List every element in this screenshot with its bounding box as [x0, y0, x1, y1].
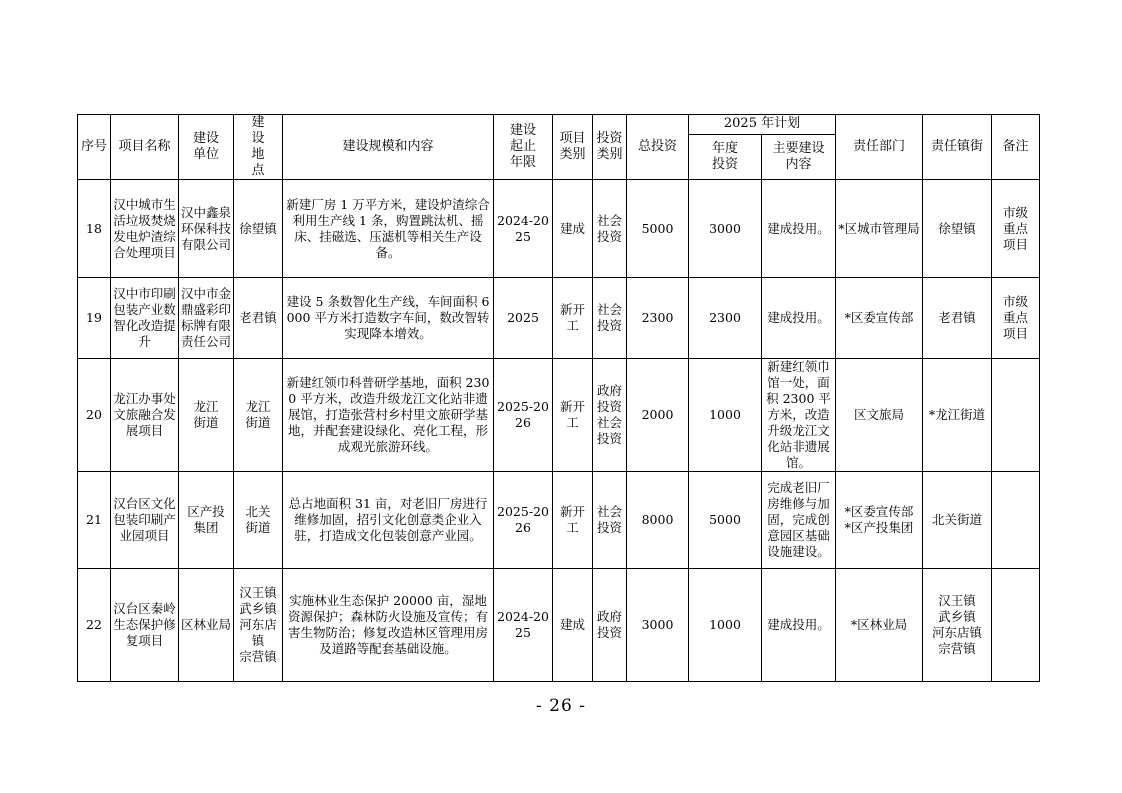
cell-seq: 18 — [78, 180, 111, 278]
cell-total: 3000 — [627, 569, 689, 682]
cell-period: 2025-2026 — [494, 359, 553, 472]
cell-main-content: 建成投用。 — [762, 569, 836, 682]
cell-period: 2025 — [494, 278, 553, 359]
cell-note — [992, 359, 1040, 472]
cell-main-content: 完成老旧厂房维修与加固，完成创意园区基础设施建设。 — [762, 472, 836, 569]
cell-town: *龙江街道 — [923, 359, 992, 472]
cell-seq: 21 — [78, 472, 111, 569]
cell-period: 2024-2025 — [494, 180, 553, 278]
header-unit: 建设单位 — [179, 115, 234, 180]
table-row — [78, 278, 1040, 359]
cell-seq: 22 — [78, 569, 111, 682]
cell-total: 8000 — [627, 472, 689, 569]
cell-invest-type: 社会投资 — [593, 278, 627, 359]
cell-name: 龙江办事处文旅融合发展项目 — [111, 359, 179, 472]
cell-dept: 区文旅局 — [836, 359, 923, 472]
cell-name: 汉台区文化包装印刷产业园项目 — [111, 472, 179, 569]
cell-note — [992, 472, 1040, 569]
cell-unit: 龙江街道 — [179, 359, 234, 472]
cell-invest-type: 社会投资 — [593, 472, 627, 569]
cell-invest-type: 政府投资社会投资 — [593, 359, 627, 472]
cell-scale: 新建红领巾科普研学基地，面积 2300 平方米，改造升级龙江文化站非遗展馆，打造张营村乡村里文旅研学基地，并配套建设绿化、亮化工程，形成观光旅游环线。 — [283, 359, 494, 472]
cell-category: 新开工 — [553, 359, 593, 472]
table-row — [78, 569, 1040, 682]
cell-name: 汉台区秦岭生态保护修复项目 — [111, 569, 179, 682]
cell-main-content: 新建红领巾馆一处，面积 2300 平方米，改造升级龙江文化站非遗展馆。 — [762, 359, 836, 472]
cell-dept: *区委宣传部 *区产投集团 — [836, 472, 923, 569]
cell-scale: 建设 5 条数智化生产线，车间面积 6000 平方米打造数字车间，数改智转实现降本增效。 — [283, 278, 494, 359]
cell-annual: 1000 — [689, 569, 762, 682]
cell-unit: 区林业局 — [179, 569, 234, 682]
cell-town: 汉王镇 武乡镇 河东店镇 宗营镇 — [923, 569, 992, 682]
header-plan-group: 2025 年计划 — [689, 115, 836, 135]
cell-town: 徐望镇 — [923, 180, 992, 278]
header-main-content: 主要建设内容 — [762, 134, 836, 179]
header-location: 建设地点 — [234, 115, 283, 180]
cell-period: 2025-2026 — [494, 472, 553, 569]
cell-total: 5000 — [627, 180, 689, 278]
cell-dept: *区林业局 — [836, 569, 923, 682]
header-seq: 序号 — [78, 115, 111, 180]
cell-main-content: 建成投用。 — [762, 278, 836, 359]
table-header-row — [78, 115, 1040, 135]
cell-total: 2000 — [627, 359, 689, 472]
table-row — [78, 472, 1040, 569]
cell-annual: 2300 — [689, 278, 762, 359]
cell-location: 龙江街道 — [234, 359, 283, 472]
header-name: 项目名称 — [111, 115, 179, 180]
cell-note: 市级重点项目 — [992, 180, 1040, 278]
cell-name: 汉中市印刷包装产业数智化改造提升 — [111, 278, 179, 359]
cell-category: 新开工 — [553, 472, 593, 569]
header-note: 备注 — [992, 115, 1040, 180]
cell-invest-type: 政府投资 — [593, 569, 627, 682]
header-annual: 年度投资 — [689, 134, 762, 179]
cell-annual: 3000 — [689, 180, 762, 278]
cell-unit: 汉中鑫泉环保科技有限公司 — [179, 180, 234, 278]
cell-total: 2300 — [627, 278, 689, 359]
cell-category: 新开工 — [553, 278, 593, 359]
cell-unit: 区产投集团 — [179, 472, 234, 569]
header-scale: 建设规模和内容 — [283, 115, 494, 180]
cell-seq: 19 — [78, 278, 111, 359]
cell-dept: *区委宣传部 — [836, 278, 923, 359]
cell-scale: 总占地面积 31 亩，对老旧厂房进行维修加固，招引文化创意类企业入驻，打造成文化包装创意产业园。 — [283, 472, 494, 569]
cell-seq: 20 — [78, 359, 111, 472]
cell-invest-type: 社会投资 — [593, 180, 627, 278]
table-row — [78, 359, 1040, 472]
cell-dept: *区城市管理局 — [836, 180, 923, 278]
cell-category: 建成 — [553, 569, 593, 682]
cell-unit: 汉中市金鼎盛彩印标牌有限责任公司 — [179, 278, 234, 359]
cell-annual: 5000 — [689, 472, 762, 569]
page-number: - 26 - — [536, 696, 586, 716]
cell-note: 市级重点项目 — [992, 278, 1040, 359]
header-total: 总投资 — [627, 115, 689, 180]
project-plan-table — [77, 114, 1040, 682]
cell-scale: 新建厂房 1 万平方米，建设炉渣综合利用生产线 1 条，购置跳汰机、摇床、挂磁选、压滤机等相关生产设备。 — [283, 180, 494, 278]
cell-scale: 实施林业生态保护 20000 亩，湿地资源保护；森林防火设施及宣传；有害生物防治；修复改造林区管理用房及道路等配套基础设施。 — [283, 569, 494, 682]
header-dept: 责任部门 — [836, 115, 923, 180]
cell-period: 2024-2025 — [494, 569, 553, 682]
cell-annual: 1000 — [689, 359, 762, 472]
cell-town: 北关街道 — [923, 472, 992, 569]
cell-note — [992, 569, 1040, 682]
header-category: 项目类别 — [553, 115, 593, 180]
cell-main-content: 建成投用。 — [762, 180, 836, 278]
cell-location: 徐望镇 — [234, 180, 283, 278]
cell-location: 北关街道 — [234, 472, 283, 569]
header-invest-type: 投资类别 — [593, 115, 627, 180]
header-period: 建设起止年限 — [494, 115, 553, 180]
cell-name: 汉中城市生活垃圾焚烧发电炉渣综合处理项目 — [111, 180, 179, 278]
cell-location: 老君镇 — [234, 278, 283, 359]
header-town: 责任镇街 — [923, 115, 992, 180]
cell-category: 建成 — [553, 180, 593, 278]
table-row — [78, 180, 1040, 278]
cell-town: 老君镇 — [923, 278, 992, 359]
cell-location: 汉王镇 武乡镇 河东店镇 宗营镇 — [234, 569, 283, 682]
